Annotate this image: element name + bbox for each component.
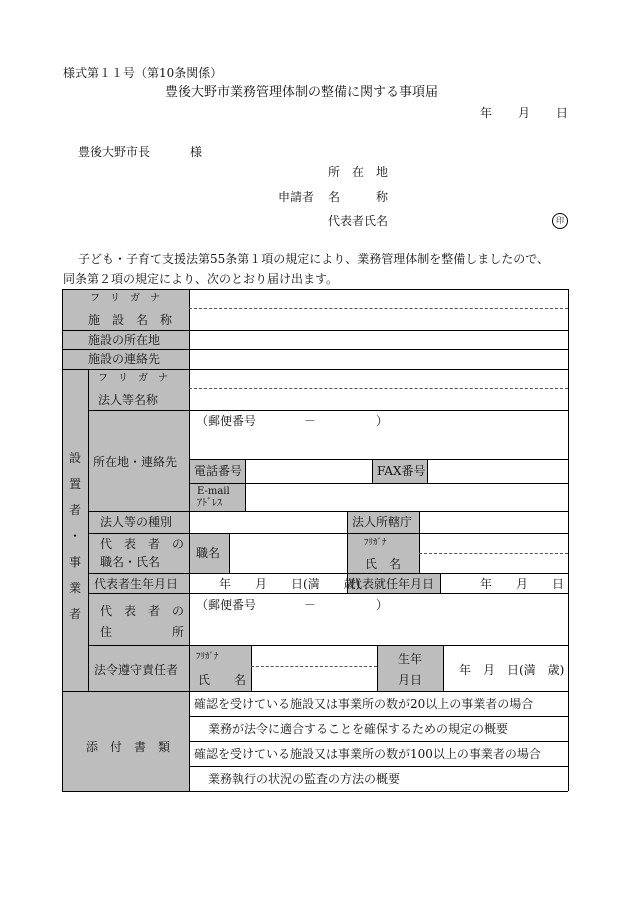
rep-address-label-1: 代 表 者 の bbox=[100, 604, 185, 618]
rep-start-label: 代表就任年月日 bbox=[350, 577, 435, 591]
facility-name-label: 施 設 名 称 bbox=[88, 313, 173, 327]
facility-contact-label: 施設の連絡先 bbox=[88, 352, 161, 366]
rep-birth-value[interactable]: 年 月 日(満 歳) bbox=[219, 577, 361, 591]
body-text-line-1: 子ども・子育て支援法第55条第１項の規定により、業務管理体制を整備しましたので、 bbox=[78, 252, 550, 266]
attachment-audit-method: 業務執行の状況の監査の方法の概要 bbox=[208, 772, 401, 786]
phone-label: 電話番号 bbox=[194, 464, 243, 478]
corp-furigana-label: フ リ ガ ナ bbox=[98, 373, 168, 384]
form-number: 様式第１１号（第10条関係） bbox=[63, 66, 223, 80]
postal-code-field[interactable]: （郵便番号 － ） bbox=[196, 414, 389, 428]
compliance-birth-label-1: 生年 bbox=[398, 652, 423, 666]
email-label-1: E-mail bbox=[197, 486, 230, 497]
applicant-label: 申請者 bbox=[278, 190, 315, 204]
form-title: 豊後大野市業務管理体制の整備に関する事項届 bbox=[165, 85, 439, 100]
date-month-label: 月 bbox=[518, 106, 531, 120]
email-label-2: ｱﾄﾞﾚｽ bbox=[197, 498, 222, 509]
facility-furigana-label: フ リ ガ ナ bbox=[90, 293, 160, 304]
corp-name-label: 法人等名称 bbox=[98, 393, 159, 407]
rep-furigana-label: ﾌﾘｶﾞﾅ bbox=[364, 538, 387, 548]
applicant-address-label: 所 在 地 bbox=[328, 165, 389, 179]
applicant-rep-label: 代表者氏名 bbox=[328, 214, 389, 228]
rep-title-label-2: 職名・氏名 bbox=[100, 555, 161, 569]
rep-title-label-1: 代 表 者 の bbox=[100, 537, 185, 551]
corp-type-label: 法人等の種別 bbox=[100, 515, 173, 529]
corp-office-label: 法人所轄庁 bbox=[352, 515, 413, 529]
addressee-mayor: 豊後大野市長 bbox=[78, 145, 151, 159]
rep-address-label-2: 住 所 bbox=[100, 625, 185, 639]
date-day-label: 日 bbox=[556, 106, 569, 120]
date-year-label: 年 bbox=[480, 106, 493, 120]
attachment-condition-20: 確認を受けている施設又は事業所の数が20以上の事業者の場合 bbox=[194, 697, 534, 711]
attachments-label: 添 付 書 類 bbox=[86, 740, 171, 754]
address-contact-label: 所在地・連絡先 bbox=[93, 455, 178, 469]
compliance-birth-value[interactable]: 年 月 日(満 歳) bbox=[459, 663, 565, 677]
attachment-compliance-rules: 業務が法令に適合することを確保するための規定の概要 bbox=[208, 722, 509, 736]
rep-birth-label: 代表者生年月日 bbox=[94, 577, 179, 591]
rep-name-label: 氏 名 bbox=[365, 557, 402, 571]
applicant-name-label: 名 称 bbox=[328, 190, 389, 204]
compliance-furigana-label: ﾌﾘｶﾞﾅ bbox=[196, 652, 219, 662]
compliance-name-label: 氏 名 bbox=[198, 673, 247, 687]
job-title-label: 職名 bbox=[196, 546, 221, 560]
body-text-line-2: 同条第２項の規定により、次のとおり届け出ます。 bbox=[63, 272, 339, 286]
compliance-officer-label: 法令遵守責任者 bbox=[94, 663, 179, 677]
addressee-honorific: 様 bbox=[190, 145, 203, 159]
compliance-birth-label-2: 月日 bbox=[398, 673, 423, 687]
setter-vertical-label: 設 置 者 ・ 事 業 者 bbox=[68, 451, 81, 621]
fax-label: FAX番号 bbox=[377, 464, 426, 478]
rep-start-value[interactable]: 年 月 日 bbox=[480, 577, 565, 591]
attachment-condition-100: 確認を受けている施設又は事業所の数が100以上の事業者の場合 bbox=[194, 747, 541, 761]
rep-postal-code-field[interactable]: （郵便番号 － ） bbox=[196, 598, 389, 612]
seal-mark: 印 bbox=[552, 213, 568, 229]
facility-address-label: 施設の所在地 bbox=[88, 333, 161, 347]
